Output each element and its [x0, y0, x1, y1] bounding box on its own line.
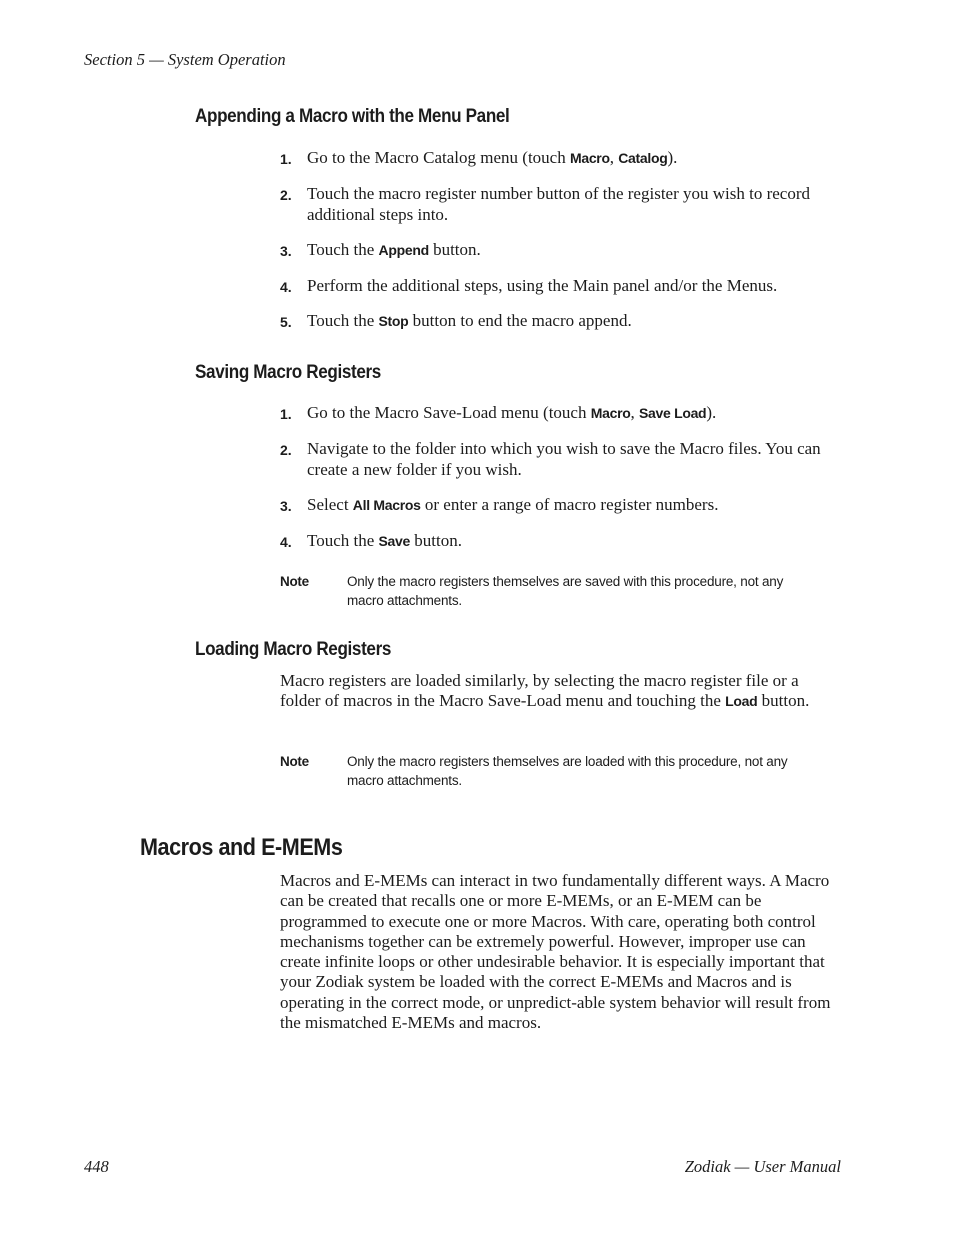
- step-text: Touch the macro register number button of the register you wish to record additional steps into.: [307, 184, 810, 224]
- step-number: 4.: [280, 534, 292, 550]
- step-number: 5.: [280, 314, 292, 330]
- ui-label-macro: Macro: [590, 405, 631, 421]
- step-text: Touch the Append button.: [307, 240, 481, 259]
- emems-paragraph: Macros and E-MEMs can interact in two fundamentally different ways. A Macro can be created that recalls one or more E-MEMs, or an E-MEM can be programmed to execute one or more Macros. With care, operating both control mechanisms together can be extremely powerful. However, improper use can create infinite loops or other undesirable behavior. It is especially important that your Zodiak system be loaded with the correct E-MEMs and Macros and is operating in the correct mode, or unpredict-able system behavior will result from the mismatched E-MEMs and macros.: [280, 871, 831, 1033]
- step-number: 3.: [280, 243, 292, 259]
- section-heading-append: Appending a Macro with the Menu Panel: [195, 106, 510, 127]
- step-text: Select All Macros or enter a range of macro register numbers.: [307, 495, 719, 514]
- step-number: 2.: [280, 442, 292, 458]
- step-text: Touch the Stop button to end the macro append.: [307, 311, 632, 330]
- loading-paragraph: Macro registers are loaded similarly, by selecting the macro register file or a folder of macros in the Macro Save-Load menu and touching the Load button.: [280, 671, 810, 711]
- ui-label-catalog: Catalog: [618, 150, 668, 166]
- step-number: 1.: [280, 406, 292, 422]
- running-head: Section 5 — System Operation: [84, 50, 286, 69]
- section-heading-saving: Saving Macro Registers: [195, 362, 381, 383]
- step-text: Touch the Save button.: [307, 531, 462, 550]
- ui-label-all-macros: All Macros: [352, 497, 421, 513]
- ui-label-append: Append: [378, 242, 429, 258]
- step-number: 2.: [280, 187, 292, 203]
- note-text: Only the macro registers themselves are loaded with this procedure, not any macro attachments.: [347, 754, 788, 788]
- ui-label-macro: Macro: [569, 150, 610, 166]
- ui-label-save: Save: [378, 533, 411, 549]
- step-text: Go to the Macro Catalog menu (touch Macro, Catalog).: [307, 148, 678, 167]
- step-number: 3.: [280, 498, 292, 514]
- step-text: Navigate to the folder into which you wish to save the Macro files. You can create a new folder if you wish.: [307, 439, 821, 479]
- step-number: 4.: [280, 279, 292, 295]
- note-text: Only the macro registers themselves are saved with this procedure, not any macro attachments.: [347, 574, 784, 608]
- section-heading-loading: Loading Macro Registers: [195, 639, 392, 660]
- note-label: Note: [280, 754, 309, 769]
- ui-label-save-load: Save Load: [638, 405, 707, 421]
- section-heading-emems: Macros and E-MEMs: [140, 834, 343, 861]
- note-label: Note: [280, 574, 309, 589]
- step-number: 1.: [280, 151, 292, 167]
- page-number: 448: [84, 1157, 109, 1176]
- footer-title: Zodiak — User Manual: [684, 1157, 841, 1176]
- step-text: Perform the additional steps, using the Main panel and/or the Menus.: [307, 276, 778, 295]
- ui-label-stop: Stop: [378, 313, 409, 329]
- step-text: Go to the Macro Save-Load menu (touch Macro, Save Load).: [307, 403, 717, 422]
- ui-label-load: Load: [725, 693, 758, 710]
